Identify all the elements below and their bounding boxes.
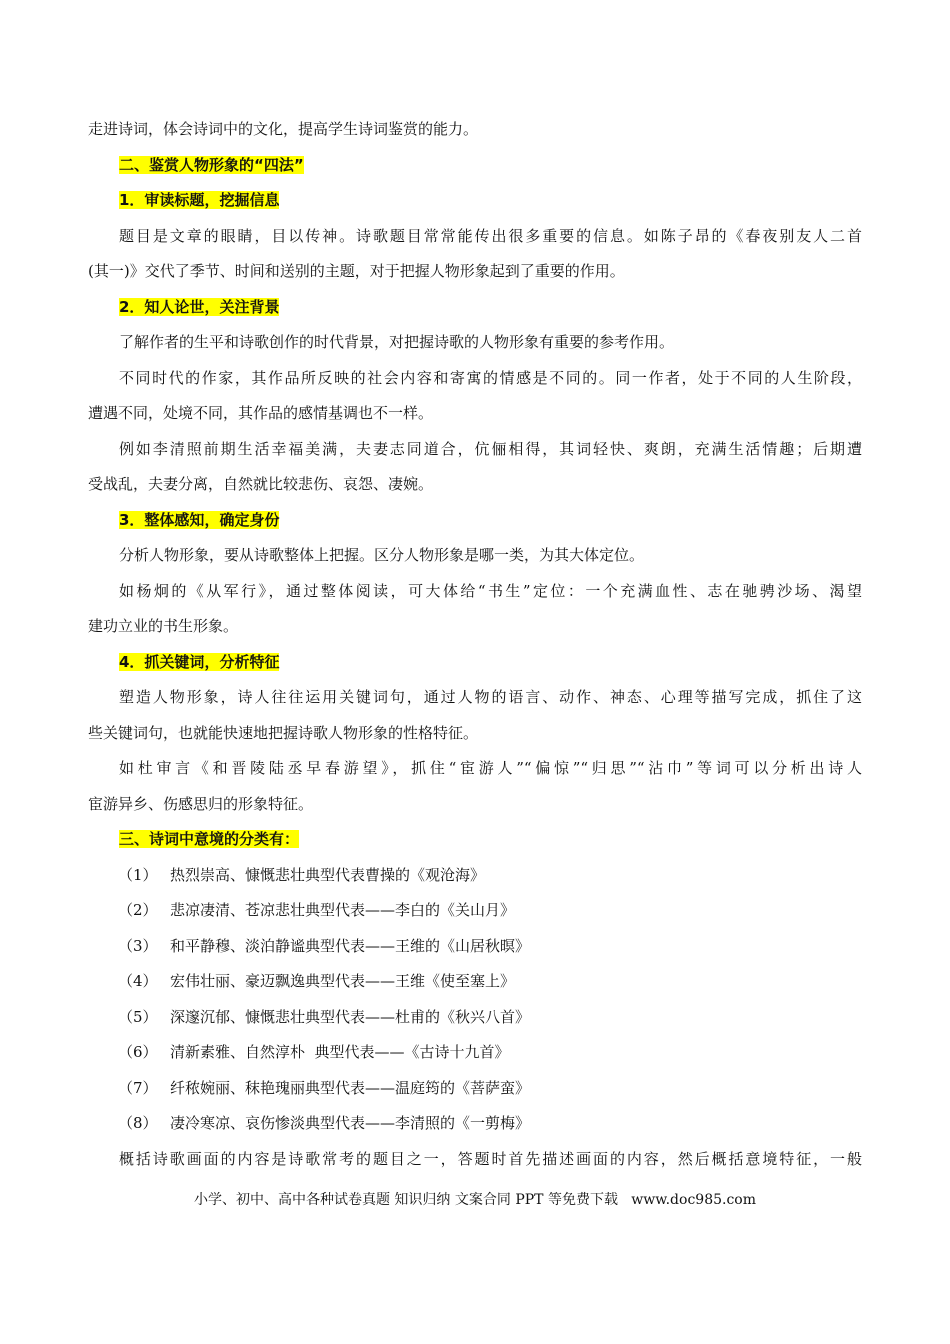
method4-paragraph2-line2: 宦游异乡、伤感思归的形象特征。 <box>88 794 314 813</box>
method2-paragraph1: 了解作者的生平和诗歌创作的时代背景，对把握诗歌的人物形象有重要的参考作用。 <box>119 333 675 351</box>
list-item-text: 深邃沉郁、慷慨悲壮典型代表——杜甫的《秋兴八首》 <box>170 1007 531 1026</box>
method1-heading-text: 1．审读标题，挖掘信息 <box>119 191 280 209</box>
list-item-text: 凄冷寒凉、哀伤惨淡典型代表——李清照的《一剪梅》 <box>170 1114 531 1132</box>
method3-heading-text: 3．整体感知，确定身份 <box>119 510 280 529</box>
section3-heading <box>88 822 862 858</box>
list-item-number: （7） <box>118 1078 158 1097</box>
method4-paragraph1-line1: 塑造人物形象，诗人往往运用关键词句，通过人物的语言、动作、神态、心理等描写完成，抓住了这 <box>119 688 862 706</box>
list-item-number: （4） <box>118 972 158 990</box>
section2-heading <box>88 148 862 184</box>
list-item <box>88 929 862 965</box>
method2-paragraph3-line2: 受战乱，夫妻分离，自然就比较悲伤、哀怨、凄婉。 <box>88 475 434 493</box>
method2-paragraph2-line2: 遭遇不同，处境不同，其作品的感情基调也不一样。 <box>88 404 434 422</box>
method1-paragraph-line1: 题目是文章的眼睛，目以传神。诗歌题目常常能传出很多重要的信息。如陈子昂的《春夜别友人二首 <box>119 226 862 245</box>
method1-paragraph-line2: (其一)》交代了季节、时间和送别的主题，对于把握人物形象起到了重要的作用。 <box>88 262 625 280</box>
list-item-text: 热烈崇高、慷慨悲壮典型代表曹操的《观沧海》 <box>170 865 486 884</box>
method3-paragraph1: 分析人物形象，要从诗歌整体上把握。区分人物形象是哪一类，为其大体定位。 <box>119 546 645 564</box>
list-item <box>88 1035 862 1071</box>
list-item <box>88 964 862 1000</box>
section2-heading-text: 二、鉴赏人物形象的“四法” <box>119 155 304 174</box>
closing-line: 概括诗歌画面的内容是诗歌常考的题目之一，答题时首先描述画面的内容，然后概括意境特征，一般 <box>119 1149 862 1168</box>
intro-line: 走进诗词，体会诗词中的文化，提高学生诗词鉴赏的能力。 <box>88 120 479 138</box>
list-item <box>88 893 862 929</box>
method4-paragraph2-line1: 如杜审言《和晋陵陆丞早春游望》，抓住“宦游人”“偏惊”“归思”“沾巾”等词可以分析出诗人 <box>119 759 862 777</box>
list-item-number: （6） <box>118 1043 158 1061</box>
list-item-text: 宏伟壮丽、豪迈飘逸典型代表——王维《使至塞上》 <box>170 972 516 990</box>
method2-heading-text: 2．知人论世，关注背景 <box>119 297 280 316</box>
list-item-text: 纤秾婉丽、秣艳瑰丽典型代表——温庭筠的《菩萨蛮》 <box>170 1078 531 1097</box>
method4-paragraph1-line2: 些关键词句，也就能快速地把握诗歌人物形象的性格特征。 <box>88 723 479 742</box>
list-item-number: （2） <box>118 901 158 919</box>
list-item-text: 清新素雅、自然淳朴 典型代表——《古诗十九首》 <box>170 1043 510 1061</box>
method4-heading <box>88 645 862 681</box>
method3-paragraph2-line2: 建功立业的书生形象。 <box>88 617 239 635</box>
list-item <box>88 1000 862 1036</box>
list-item-text: 和平静穆、淡泊静谧典型代表——王维的《山居秋暝》 <box>170 936 531 955</box>
method4-heading-text: 4．抓关键词，分析特征 <box>119 652 280 671</box>
list-item <box>88 1071 862 1107</box>
section3-heading-text: 三、诗词中意境的分类有： <box>119 830 300 848</box>
list-item-number: （8） <box>118 1114 158 1132</box>
list-item-text: 悲凉凄清、苍凉悲壮典型代表——李白的《关山月》 <box>170 901 516 919</box>
method2-paragraph2-line1: 不同时代的作家，其作品所反映的社会内容和寄寓的情感是不同的。同一作者，处于不同的人生阶段， <box>119 368 862 387</box>
list-item-number: （1） <box>118 865 158 884</box>
document-body <box>88 112 862 1177</box>
page-footer: 小学、初中、高中各种试卷真题 知识归纳 文案合同 PPT 等免费下载 www.doc985.com <box>193 1192 756 1208</box>
list-item <box>88 858 862 894</box>
method2-heading <box>88 290 862 326</box>
method3-heading <box>88 503 862 539</box>
method3-paragraph2-line1: 如杨炯的《从军行》，通过整体阅读，可大体给“书生”定位：一个充满血性、志在驰骋沙场、渴望 <box>119 581 862 600</box>
list-item-number: （3） <box>118 936 158 955</box>
method1-heading <box>88 183 862 219</box>
list-item-number: （5） <box>118 1007 158 1026</box>
method2-paragraph3-line1: 例如李清照前期生活幸福美满，夫妻志同道合，伉俪相得，其词轻快、爽朗，充满生活情趣；后期遭 <box>119 439 862 458</box>
list-item <box>88 1106 862 1142</box>
